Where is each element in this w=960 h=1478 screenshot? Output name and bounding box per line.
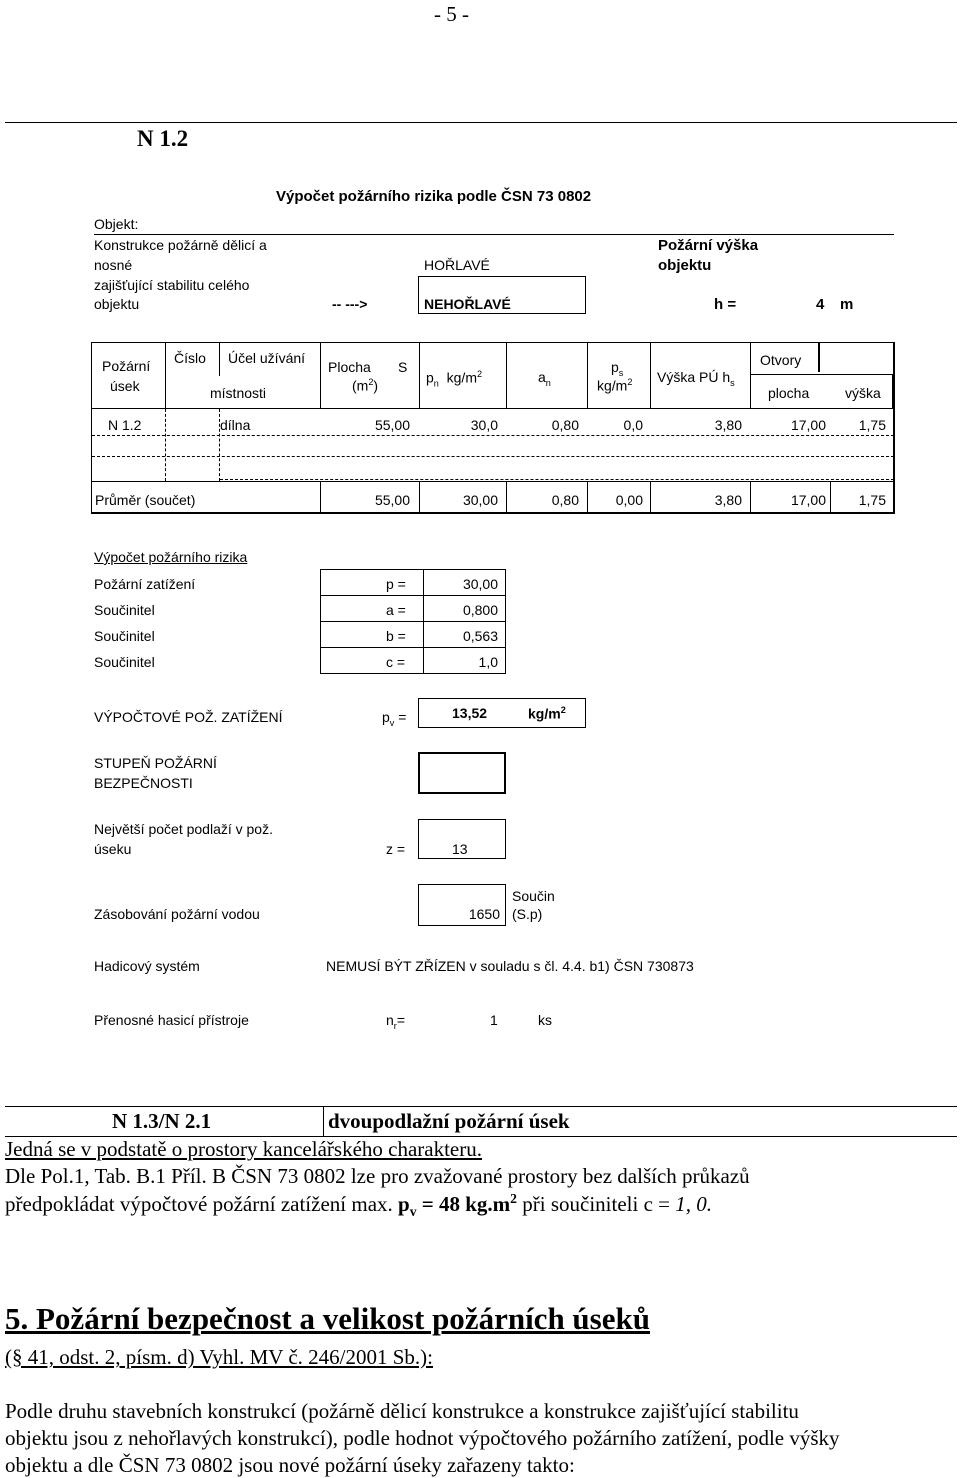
td-an: 0,80 <box>551 417 579 433</box>
vyska-label-1: Požární výška <box>658 237 759 254</box>
td-ucel: dílna <box>220 417 251 433</box>
td-ps: 0,0 <box>623 417 643 433</box>
n13-line1: Jedná se v podstatě o prostory kancelářského charakteru. <box>5 1137 482 1161</box>
nr-sym: $n_r=$ <box>386 1012 406 1031</box>
h-value: 4 <box>816 296 825 313</box>
th-pn: $p_n$ $kg/m^2$ <box>426 369 483 389</box>
th-plocha-2: $(m^2)$ <box>352 377 379 394</box>
konstrukce-label-3: zajišťující stabilitu celého <box>94 277 250 293</box>
vyska-label-2: objektu <box>658 257 712 274</box>
th-usek-1: Požární <box>102 358 151 374</box>
hadicovy-label: Hadicový systém <box>94 958 200 974</box>
section5-ref: (§ 41, odst. 2, písm. d) Vyhl. MV č. 246/2001 Sb.): <box>5 1345 433 1369</box>
th-plocha-s: S <box>398 359 408 375</box>
pv-value: 13,52 <box>452 705 488 721</box>
th-ps: $p_s$ <box>611 359 624 378</box>
nr-value: 1 <box>490 1012 498 1028</box>
calc-sym: b = <box>386 628 406 644</box>
section5-p2: objektu jsou z nehořlavých konstrukcí), podle hodnot výpočtového požárního zatížení, podle výšky <box>5 1426 840 1450</box>
th-cislo: Číslo <box>174 350 206 366</box>
th-ucel-2: místnosti <box>210 385 267 401</box>
soucin-label-1: Součin <box>512 888 555 904</box>
podlazi-label-1: Největší počet podlaží v pož. <box>94 821 273 837</box>
section5-p1: Podle druhu stavebních konstrukcí (požárně dělicí konstrukce a konstrukce zajišťující stabilitu <box>5 1399 799 1423</box>
konstrukce-label-2: nosné <box>94 257 133 273</box>
vypoctove-label: VÝPOČTOVÉ POŽ. ZATÍŽENÍ <box>94 709 283 725</box>
total-ps: 0,00 <box>615 492 643 508</box>
td-pn: 30,0 <box>470 417 498 433</box>
section5-p3: objektu a dle ČSN 73 0802 jsou nové požární úseky zařazeny takto: <box>5 1453 575 1477</box>
calc-value: 0,800 <box>462 602 498 618</box>
total-plocha: 55,00 <box>374 492 410 508</box>
td-plocha: 55,00 <box>374 417 410 433</box>
h-unit: m <box>840 296 854 313</box>
total-otv-vyska: 1,75 <box>858 492 886 508</box>
total-an: 0,80 <box>551 492 579 508</box>
konstrukce-label-4: objektu <box>94 296 140 312</box>
n13-code: N 1.3/N 2.1 <box>112 1109 212 1133</box>
stupen-label-2: BEZPEČNOSTI <box>94 775 193 791</box>
stupen-label-1: STUPEŇ POŽÁRNÍ <box>94 755 217 771</box>
th-plocha-1: Plocha <box>328 359 371 375</box>
total-hs: 3,80 <box>714 492 742 508</box>
soucin-label-2: (S.p) <box>512 906 543 922</box>
nehorlave-label: NEHOŘLAVÉ <box>424 296 511 312</box>
section-code: N 1.2 <box>137 126 189 151</box>
calc-sym: a = <box>386 602 406 618</box>
sheet-top-border <box>5 122 957 123</box>
calc-sym: p = <box>386 576 406 592</box>
calc-value: 1,0 <box>478 654 498 670</box>
arrow: -- ---> <box>332 296 368 312</box>
n13-line2: Dle Pol.1, Tab. B.1 Příl. B ČSN 73 0802 lze pro zvažované prostory bez dalších průkazů <box>5 1164 750 1188</box>
th-otvory-vyska: výška <box>845 385 881 401</box>
objekt-line <box>94 234 894 235</box>
td-hs: 3,80 <box>714 417 742 433</box>
th-usek-2: úsek <box>110 378 140 394</box>
td-usek: N 1.2 <box>108 417 142 433</box>
th-ucel-1: Účel užívání <box>228 350 306 366</box>
calc-value: 30,00 <box>462 576 498 592</box>
calc-label: Součinitel <box>94 628 155 644</box>
th-ps-unit: $kg/m^2$ <box>597 377 633 394</box>
total-otv-plocha: 17,00 <box>790 492 826 508</box>
calc-title: Výpočet požárního rizika <box>94 549 248 565</box>
z-value: 13 <box>452 841 468 857</box>
td-otv-plocha: 17,00 <box>790 417 826 433</box>
sheet-title: Výpočet požárního rizika podle ČSN 73 0802 <box>276 188 592 205</box>
voda-value: 1650 <box>468 906 500 922</box>
page-number: - 5 - <box>434 2 469 26</box>
voda-label: Zásobování požární vodou <box>94 906 260 922</box>
hadicovy-text: NEMUSÍ BÝT ZŘÍZEN v souladu s čl. 4.4. b1) ČSN 730873 <box>326 958 694 974</box>
n13-top-border <box>5 1106 957 1107</box>
th-an: $a_n$ <box>538 369 551 388</box>
td-otv-vyska: 1,75 <box>858 417 886 433</box>
total-label: Průměr (součet) <box>95 492 196 508</box>
n13-line3: předpokládat výpočtové požární zatížení max. $p_v = 48$ $kg.m^2$ při součiniteli c = 1, 0. <box>5 1191 712 1220</box>
prenosne-label: Přenosné hasicí přístroje <box>94 1012 249 1028</box>
total-pn: 30,00 <box>462 492 498 508</box>
section5-heading: 5. Požární bezpečnost a velikost požárních úseků <box>5 1301 650 1336</box>
calc-value: 0,563 <box>462 628 498 644</box>
h-label: h = <box>714 296 737 313</box>
konstrukce-label-1: Konstrukce požárně dělicí a <box>94 237 267 253</box>
podlazi-label-2: úseku <box>94 841 132 857</box>
th-otvory: Otvory <box>760 352 802 368</box>
calc-label: Požární zatížení <box>94 576 196 592</box>
nr-unit: ks <box>538 1012 552 1028</box>
th-otvory-plocha: plocha <box>768 385 810 401</box>
calc-sym: c = <box>386 654 406 670</box>
stupen-box <box>418 752 506 794</box>
calc-label: Součinitel <box>94 602 155 618</box>
horlave-label: HOŘLAVÉ <box>424 257 490 273</box>
z-sym: z = <box>386 841 406 857</box>
objekt-label: Objekt: <box>94 216 139 232</box>
pv-unit: $kg/m^2$ <box>528 705 566 722</box>
calc-label: Součinitel <box>94 654 155 670</box>
n13-title: dvoupodlažní požární úsek <box>328 1109 570 1133</box>
pv-sym: $p_v$ = <box>382 709 407 728</box>
th-vyska-pu: Výška PÚ $h_s$ <box>657 369 735 388</box>
